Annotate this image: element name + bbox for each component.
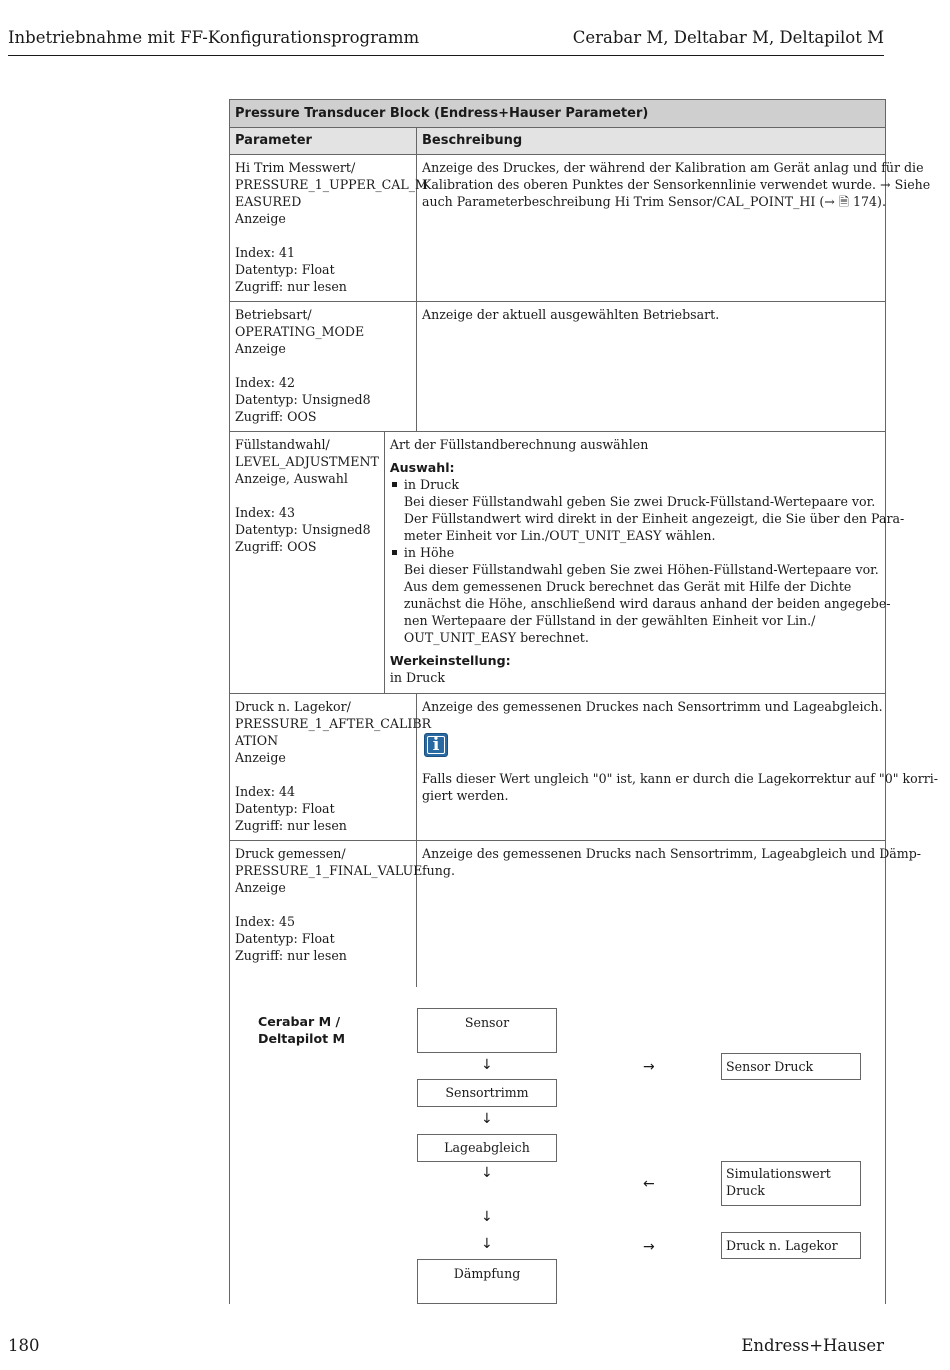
description-cell	[417, 694, 943, 840]
desc-line: Kalibration des oberen Punktes der Sensorkennlinie verwendet wurde. → Siehe	[422, 177, 931, 192]
param-line: Datentyp: Unsigned8	[235, 392, 371, 407]
info-icon	[424, 733, 448, 757]
param-line: Füllstandwahl/	[235, 437, 330, 452]
header-chapter-title: Inbetriebnahme mit FF-Konfigurationsprogramm	[8, 28, 420, 47]
param-line: Anzeige	[235, 341, 286, 356]
param-line: Anzeige	[235, 750, 286, 765]
arrow-down-icon: ↓	[481, 1209, 493, 1225]
sensor-box: Sensor	[417, 1008, 557, 1053]
diagram-left-border	[229, 980, 230, 1304]
desc-line: Aus dem gemessenen Druck berechnet das Gerät mit Hilfe der Dichte	[403, 579, 852, 594]
parameter-cell	[230, 432, 385, 693]
desc-line: nen Wertepaare der Füllstand in der gewählten Einheit vor Lin./	[403, 613, 816, 628]
param-line: Anzeige	[235, 211, 286, 226]
desc-line: fung.	[422, 863, 455, 878]
desc-line: Anzeige der aktuell ausgewählten Betriebsart.	[422, 307, 720, 322]
page-number: 180	[8, 1336, 40, 1355]
desc-line: zunächst die Höhe, anschließend wird daraus anhand der beiden angegebe-	[403, 596, 891, 611]
param-line: Betriebsart/	[235, 307, 312, 322]
parameter-cell	[230, 841, 423, 987]
table-header-row	[230, 128, 885, 155]
param-line: Index: 44	[235, 784, 295, 799]
table-row	[230, 302, 885, 432]
table-row	[230, 841, 922, 987]
param-line: Zugriff: nur lesen	[235, 818, 347, 833]
param-line: Druck gemessen/	[235, 846, 346, 861]
lageabgleich-box: Lageabgleich	[417, 1134, 557, 1162]
param-line: Index: 45	[235, 914, 295, 929]
param-line: Datentyp: Unsigned8	[235, 522, 371, 537]
desc-line: Bei dieser Füllstandwahl geben Sie zwei Druck-Füllstand-Wertepaare vor.	[403, 494, 876, 509]
spacer	[235, 487, 379, 504]
arrow-down-icon: ↓	[481, 1165, 493, 1181]
druck-lagekor-box: Druck n. Lagekor	[721, 1232, 861, 1259]
param-line: Zugriff: OOS	[235, 539, 317, 554]
desc-line: Anzeige des Druckes, der während der Kalibration am Gerät anlag und für die	[422, 160, 924, 175]
param-line: Anzeige, Auswahl	[235, 471, 348, 486]
spacer	[235, 357, 411, 374]
desc-line: Der Füllstandwert wird direkt in der Einheit angezeigt, die Sie über den Para-	[403, 511, 905, 526]
description-cell	[417, 302, 885, 431]
diagram-right-border	[885, 980, 886, 1304]
desc-line: Art der Füllstandberechnung auswählen	[389, 437, 649, 452]
arrow-down-icon: ↓	[481, 1111, 493, 1127]
default-value: in Druck	[389, 670, 445, 685]
desc-line: OUT_UNIT_EASY berechnet.	[403, 630, 589, 645]
note-line: Falls dieser Wert ungleich "0" ist, kann er durch die Lagekorrektur auf "0" korri-	[422, 771, 939, 786]
param-line: ATION	[235, 733, 279, 748]
param-line: Druck n. Lagekor/	[235, 699, 351, 714]
spacer	[235, 766, 411, 783]
param-line: Index: 41	[235, 245, 295, 260]
column-header-parameter: Parameter	[230, 128, 417, 154]
param-line: Zugriff: nur lesen	[235, 279, 347, 294]
param-line: Zugriff: OOS	[235, 409, 317, 424]
sensor-druck-box: Sensor Druck	[721, 1053, 861, 1080]
param-line: Datentyp: Float	[235, 931, 335, 946]
sensortrimm-box: Sensortrimm	[417, 1079, 557, 1107]
simulationswert-line: Simulationswert	[726, 1166, 831, 1181]
param-line: EASURED	[235, 194, 302, 209]
footer-brand: Endress+Hauser	[741, 1336, 884, 1355]
param-line: Index: 42	[235, 375, 295, 390]
desc-line: meter Einheit vor Lin./OUT_UNIT_EASY wählen.	[403, 528, 716, 543]
diagram-device-label: Cerabar M / Deltapilot M	[258, 1014, 346, 1046]
desc-line: auch Parameterbeschreibung Hi Trim Sensor/CAL_POINT_HI (→ 🗎 174).	[422, 194, 886, 209]
spacer	[235, 227, 411, 244]
header-rule	[8, 55, 884, 56]
default-label: Werkeinstellung:	[389, 653, 511, 668]
auswahl-label: Auswahl:	[389, 460, 455, 475]
arrow-left-icon: ←	[643, 1176, 655, 1192]
table-row	[230, 155, 931, 302]
desc-line: Anzeige des gemessenen Druckes nach Sensortrimm und Lageabgleich.	[422, 699, 883, 714]
note-line: giert werden.	[422, 788, 509, 803]
column-header-description: Beschreibung	[422, 133, 523, 148]
arrow-down-icon: ↓	[481, 1057, 493, 1073]
param-line: Datentyp: Float	[235, 801, 335, 816]
param-line: Anzeige	[235, 880, 286, 895]
parameter-cell	[230, 302, 417, 431]
param-line: Datentyp: Float	[235, 262, 335, 277]
param-line: Hi Trim Messwert/	[235, 160, 356, 175]
parameter-table	[229, 99, 939, 987]
description-cell	[417, 155, 935, 301]
param-line: PRESSURE_1_AFTER_CALIBR	[235, 716, 432, 731]
desc-line: Anzeige des gemessenen Drucks nach Sensortrimm, Lageabgleich und Dämp-	[422, 846, 922, 861]
daempfung-box: Dämpfung	[417, 1259, 557, 1304]
param-line: Index: 43	[235, 505, 295, 520]
param-line: Zugriff: nur lesen	[235, 948, 347, 963]
arrow-down-icon: ↓	[481, 1236, 493, 1252]
parameter-cell	[230, 694, 432, 840]
header-product-names: Cerabar M, Deltabar M, Deltapilot M	[572, 28, 884, 47]
simulationswert-line: Druck	[726, 1183, 765, 1198]
parameter-cell	[230, 155, 428, 301]
table-row	[230, 432, 905, 694]
table-title: Pressure Transducer Block (Endress+Hauser Parameter)	[230, 100, 885, 128]
description-cell	[417, 841, 926, 987]
option-in-hoehe: in Höhe	[390, 544, 904, 561]
description-cell	[385, 432, 909, 693]
param-line: LEVEL_ADJUSTMENT	[235, 454, 379, 469]
spacer	[235, 896, 411, 913]
arrow-right-icon: →	[643, 1059, 655, 1075]
param-line: PRESSURE_1_UPPER_CAL_M	[235, 177, 428, 192]
param-line: OPERATING_MODE	[235, 324, 365, 339]
desc-line: Bei dieser Füllstandwahl geben Sie zwei Höhen-Füllstand-Wertepaare vor.	[403, 562, 879, 577]
table-row	[230, 694, 939, 841]
option-in-druck: in Druck	[390, 476, 904, 493]
param-line: PRESSURE_1_FINAL_VALUE	[235, 863, 423, 878]
simulationswert-box	[721, 1161, 861, 1206]
arrow-right-icon: →	[643, 1239, 655, 1255]
